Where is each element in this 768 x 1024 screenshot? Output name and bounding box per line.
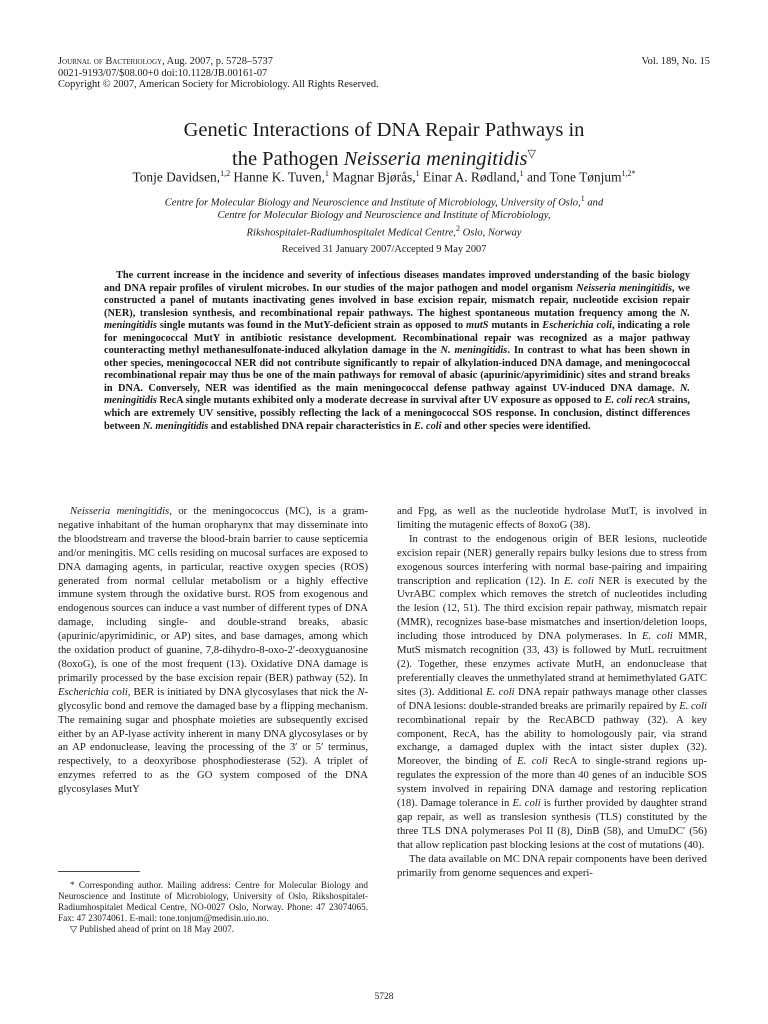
body-text: recombinational repair by the RecABCD pathway (32). A key component, RecA, has the ability to homologously pair, via strand exchange, a damaged duplex with the intact sister duplex (32). Moreover, the binding of — [397, 714, 707, 768]
affiliation-city: Oslo, Norway — [459, 227, 522, 239]
body-column-right — [397, 505, 707, 880]
body-text: DNA repair pathways manage other classes of DNA lesions: double-stranded breaks are primarily repaired by — [397, 686, 707, 712]
body-italic: E. coli — [512, 798, 541, 810]
paragraph: The data available on MC DNA repair components have been derived primarily from genome sequences and experi- — [397, 853, 707, 879]
abstract-text: , we constructed a panel of mutants inactivating genes involved in base excision repair, mismatch repair, nucleotide excision repair (NER), translesion synthesis, and recombinational repair pathways. The highest spontaneous mutation frequency among the — [104, 282, 691, 319]
author-name: and Tone Tønjum — [523, 169, 622, 185]
author-name: Hanne K. Tuven, — [230, 169, 325, 185]
abstract-italic: Neisseria meningitidis — [576, 282, 673, 294]
abstract-italic: N. meningitidis — [104, 382, 690, 407]
author-sup: 1,2 — [220, 169, 231, 178]
affiliation-2: Centre for Molecular Biology and Neuroscience and Institute of Microbiology, — [217, 210, 551, 222]
copyright: Copyright © 2007, American Society for Microbiology. All Rights Reserved. — [58, 79, 379, 91]
body-italic: N — [357, 686, 365, 698]
abstract-italic: N. meningitidis — [142, 420, 209, 432]
body-italic: Escherichia coli — [58, 686, 128, 698]
volume-info: Vol. 189, No. 15 — [641, 56, 710, 67]
body-column-left — [58, 505, 368, 797]
body-text: NER is executed by the UvrABC complex which removes the stretch of nucleotides including the lesion (12, 51). The third excision repair pathway, mismatch repair (MMR), recognizes base-base mismatches and insertion/deletion loops, including those introduced by DNA polymerases. In — [397, 575, 707, 643]
body-text: MMR, MutS mismatch recognition (33, 43) is followed by MutL recruitment (2). Together, these enzymes activate MutH, an endonuclease that preferentially cleaves the unmethylated strand at hemimethylated GATC sites (3). Additional — [397, 631, 707, 698]
abstract-text: strains, which are extremely UV sensitive, possibly reflecting the lack of a meningococcal SOS response. In conclusion, distinct differences between — [104, 395, 690, 432]
body-text: , or the meningococcus (MC), is a gram-negative inhabitant of the human oropharynx that may disseminate into the bloodstream and traverse the blood-brain barrier to cause septicemia and/or meningitis. MC cells residing on mucosal surfaces are exposed to DNA damaging agents, in particular, reactive oxygen species (ROS) generated from normal cellular metabolism or a highly effective immune system through the oxidative burst. ROS from exogenous and endogenous sources can induce a vast number of different types of DNA damage, including single- and double-strand breaks, abasic (apurinic/apyrimidinic, or AP) sites, and base damages, among which the oxidation product of guanine, 7,8-dihydro-8-oxo-2′-deoxyguanosine (8oxoG), is one of the most frequent (13). Oxidative DNA damage is primarily processed by the base excision repair (BER) pathway (52). In — [58, 506, 368, 684]
received-dates: Received 31 January 2007/Accepted 9 May 2007 — [281, 244, 487, 255]
abstract-text: , indicating a role for meningococcal MutY in antibiotic resistance development. Recombinational repair was recognized as a major pathway counteracting methyl methanesulfonate-induced alkylation damage in the — [104, 320, 690, 357]
affiliations — [0, 193, 768, 240]
body-text: -glycosylic bond and remove the damaged base by a flipping mechanism. The remaining sugar and phosphate moieties are subsequently excised either by an AP-lyase activity inherent in many DNA glycosylases or by an AP endonuclease, leaving the processing of the 3′ or 5′ terminus, respectively, to a deoxyribose phosphodiesterase (52). A triplet of enzymes referred to as the GO system composed of the DNA glycosylases MutY — [58, 686, 368, 796]
author-sup: 1 — [519, 169, 524, 178]
abstract-text: RecA single mutants exhibited only a moderate decrease in survival after UV exposure as opposed to — [156, 395, 605, 407]
affiliation-1: Centre for Molecular Biology and Neuroscience and Institute of Microbiology, University of Oslo, — [164, 197, 581, 209]
body-italic: E. coli — [486, 686, 515, 698]
body-italic: E. coli — [564, 575, 594, 587]
title-line-2: the Pathogen — [232, 147, 344, 170]
body-text: is further provided by daughter strand gap repair, as well as translesion synthesis (TLS) constituted by the three TLS DNA polymerases Pol II (8), DinB (58), and UmuDC′ (56) that allow replication past blocking lesions at the cost of mutations (40). — [397, 798, 707, 851]
article-title — [0, 118, 768, 171]
affiliation-sup: 1 — [580, 194, 585, 203]
body-text: , BER is initiated by DNA glycosylases that nick the — [127, 686, 358, 698]
footnote-divider — [58, 871, 140, 872]
abstract-italic: N. meningitidis — [104, 307, 690, 332]
paragraph — [397, 533, 707, 853]
author-name: Magnar Bjørås, — [328, 169, 416, 185]
paragraph: and Fpg, as well as the nucleotide hydrolase MutT, is involved in limiting the mutagenic effects of 8oxoG (38). — [397, 506, 707, 531]
author-name: Tonje Davidsen, — [132, 169, 221, 185]
abstract-text: The current increase in the incidence and severity of infectious diseases mandates improved understanding of the basic biology and DNA repair profiles of virulent microbes. In our studies of the major pathogen and model organism — [104, 270, 690, 294]
abstract-text: single mutants was found in the MutY-deficient strain as opposed to — [156, 320, 467, 332]
author-list — [0, 169, 768, 185]
abstract-italic: Escherichia coli — [542, 320, 612, 332]
body-text: RecA to single-strand regions up-regulates the expression of the more than 40 genes of an inducible SOS system involved in repairing DNA damage and restoring replication (18). Damage tolerance in — [397, 756, 707, 810]
title-line-1: Genetic Interactions of DNA Repair Pathways in — [183, 119, 585, 141]
abstract-text: mutants in — [488, 320, 543, 332]
body-italic: E. coli — [679, 700, 707, 712]
paragraph — [58, 505, 368, 797]
body-italic: E. coli — [517, 756, 548, 768]
abstract-text: and other species were identified. — [441, 420, 591, 432]
title-mark: ▽ — [527, 148, 536, 160]
journal-header — [58, 56, 379, 91]
abstract — [104, 270, 690, 433]
author-name: Einar A. Rødland, — [419, 169, 520, 185]
footnote-corresponding: * Corresponding author. Mailing address: Centre for Molecular Biology and Neuroscience and Institute of Microbiology, University of Oslo, Rikshospitalet-Radiumhospitalet Medical Centre, NO-0027 Oslo, Norway. Phone: 47 23074065. Fax: 47 23074061. E-mail: tone.tonjum@medisin.uio.no. — [58, 880, 368, 924]
author-sup: 1 — [415, 169, 420, 178]
affiliation-sup: 2 — [455, 223, 460, 233]
abstract-text: . In contrast to what has been shown in other species, meningococcal NER did not contribute significantly to repair of alkylation-induced DNA damage, and meningococcal recombinational repair may thus be one of the main pathways for removal of abasic (apurinic/apyrimidinic) sites and strand breaks in DNA. Conversely, NER was identified as the main meningococcal defense pathway against UV-induced DNA damage. — [104, 345, 690, 394]
journal-name: Journal of Bacteriology — [58, 56, 163, 67]
body-italic: E. coli — [642, 631, 673, 643]
page-number: 5728 — [374, 992, 394, 1002]
body-text: In contrast to the endogenous origin of BER lesions, nucleotide excision repair (NER) generally repairs bulky lesions due to stress from exogenous sources interfering with normal base-pairing and impairing transcription and replication (12). In — [397, 533, 707, 587]
affiliation-and: and — [584, 197, 604, 209]
abstract-italic: E. coli recA — [604, 395, 655, 407]
journal-issue: , Aug. 2007, p. 5728–5737 — [162, 56, 273, 67]
title-organism: Neisseria meningitidis — [343, 147, 528, 170]
abstract-italic: N. meningitidis — [440, 345, 508, 357]
body-italic: Neisseria meningitidis — [70, 506, 170, 517]
abstract-text: and established DNA repair characteristics in — [208, 420, 414, 432]
journal-ids: 0021-9193/07/$08.00+0 doi:10.1128/JB.00161-07 — [58, 67, 268, 79]
abstract-italic: mutS — [466, 320, 489, 332]
footnotes — [58, 880, 368, 935]
author-sup: 1,2* — [621, 169, 636, 178]
abstract-italic: E. coli — [413, 420, 442, 432]
affiliation-3: Rikshospitalet-Radiumhospitalet Medical Centre, — [246, 227, 456, 239]
footnote-published: ▽ Published ahead of print on 18 May 2007. — [70, 924, 234, 935]
author-sup: 1 — [324, 169, 329, 178]
